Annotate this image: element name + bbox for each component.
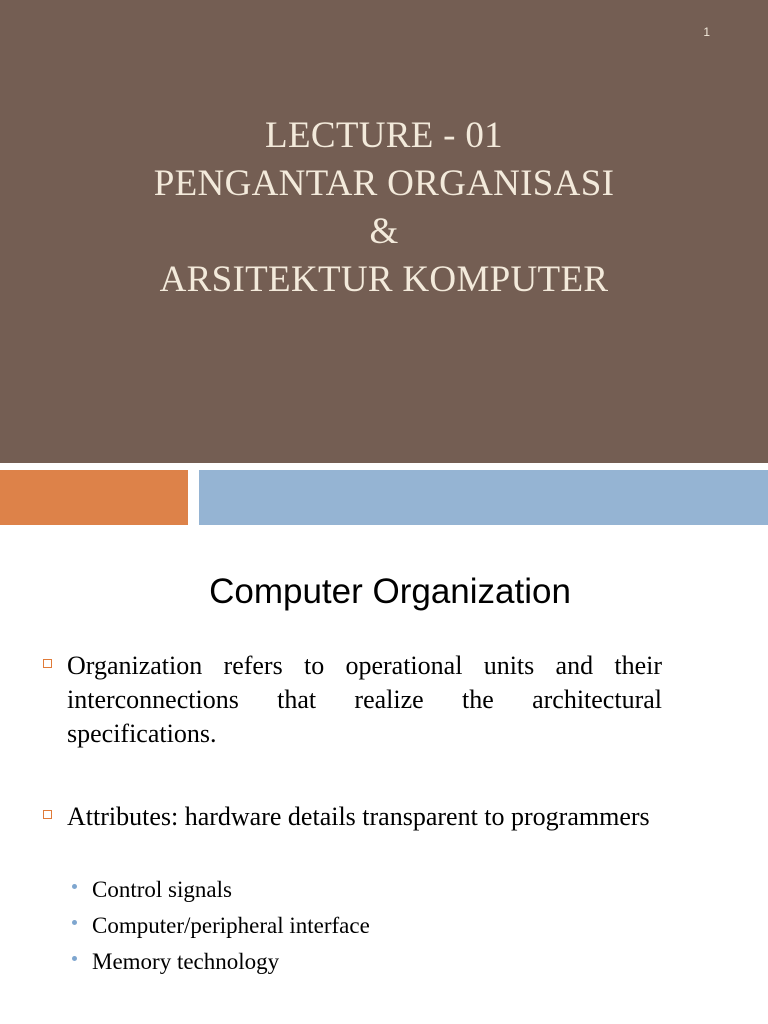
dot-bullet-icon <box>72 920 77 925</box>
page-number: 1 <box>703 25 710 39</box>
sub-bullet-item <box>92 944 370 980</box>
sub-bullet-text: Control signals <box>92 877 232 902</box>
hollow-square-bullet-icon <box>43 810 52 819</box>
accent-bar-orange <box>0 470 188 525</box>
sub-bullet-text: Memory technology <box>92 949 280 974</box>
content-heading: Computer Organization <box>209 572 571 611</box>
bullet-text: Organization refers to operational units and their interconnections that realize the architectural specifications. <box>67 651 662 748</box>
dot-bullet-icon <box>72 956 77 961</box>
title-line-lecture: LECTURE - 01 <box>265 115 503 156</box>
title-line-pengantar: PENGANTAR ORGANISASI <box>153 163 615 204</box>
title-line-ampersand: & <box>369 211 399 252</box>
sub-bullet-list <box>92 872 370 980</box>
bullet-item <box>67 649 662 751</box>
sub-bullet-item <box>92 872 370 908</box>
accent-bar-blue <box>199 470 768 525</box>
sub-bullet-text: Computer/peripheral interface <box>92 913 370 938</box>
slide-title <box>0 112 768 304</box>
sub-bullet-item <box>92 908 370 944</box>
title-panel <box>0 0 768 463</box>
bullet-item <box>67 800 662 834</box>
dot-bullet-icon <box>72 884 77 889</box>
title-line-arsitektur: ARSITEKTUR KOMPUTER <box>159 259 609 300</box>
hollow-square-bullet-icon <box>43 659 52 668</box>
bullet-text: Attributes: hardware details transparent to programmers <box>67 802 650 831</box>
